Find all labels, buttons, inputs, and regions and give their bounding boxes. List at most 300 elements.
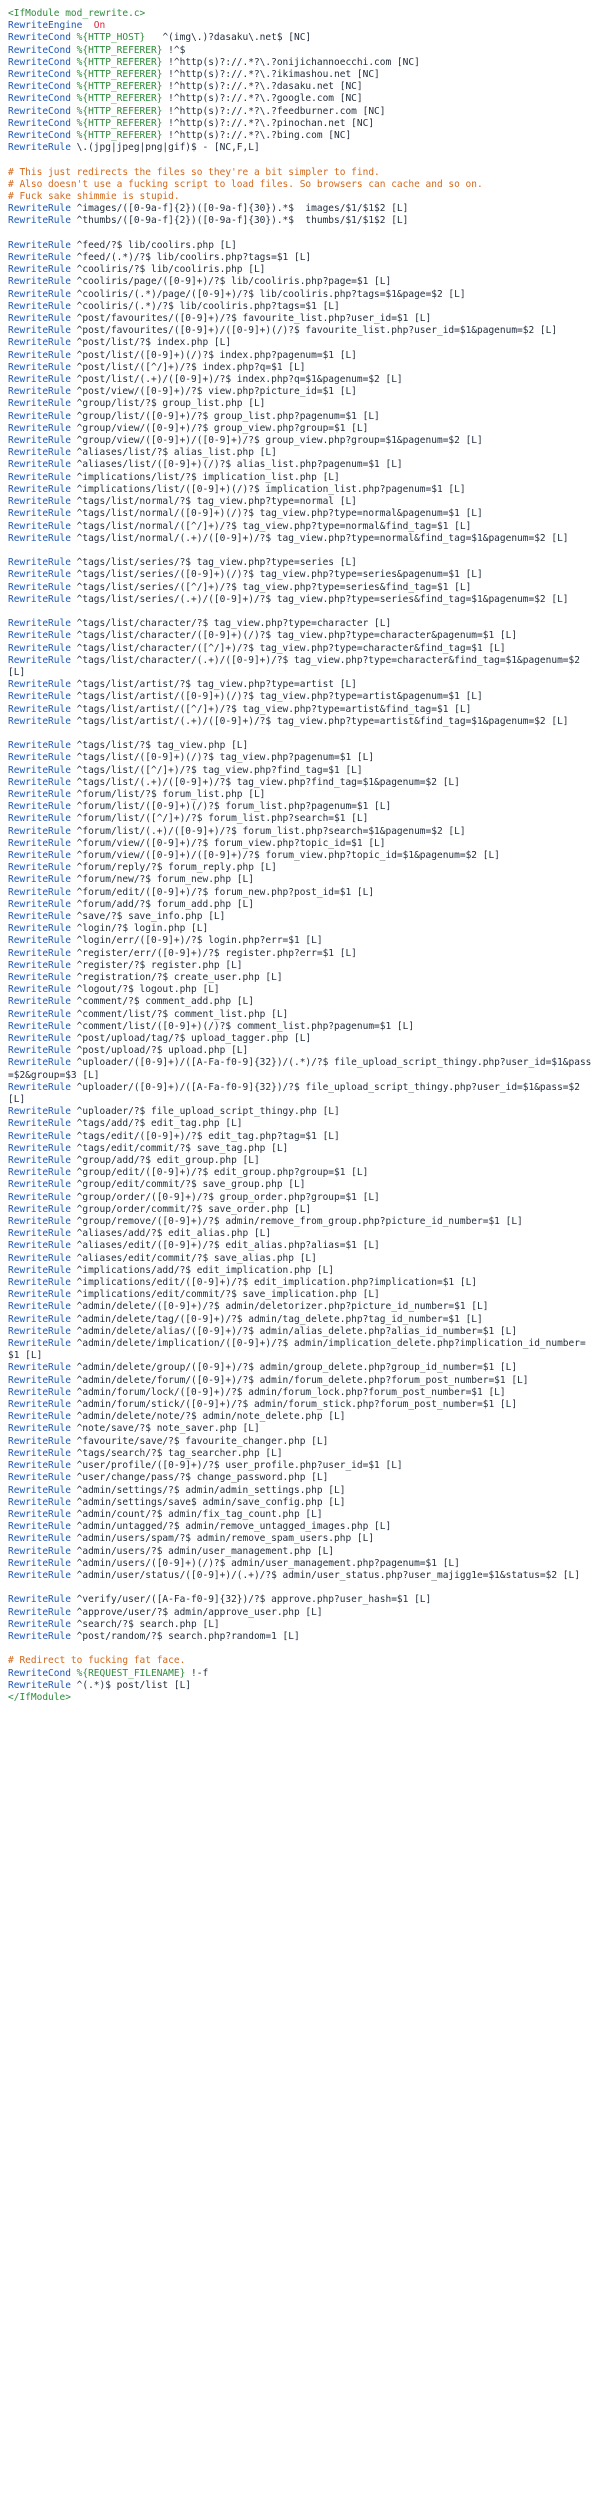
rule-text-token: ^group/order/commit/?$ save_order.php [L] <box>70 1203 312 1215</box>
code-line <box>8 8 594 20</box>
rule-text-token: ^tags/list/character/([^/]+)/?$ tag_view.php?type=character&find_tag=$1 [L] <box>70 642 506 654</box>
variable-token: %{HTTP_REFERER} <box>70 69 163 81</box>
rule-text-token: ^admin/settings/?$ admin/admin_settings.php [L] <box>70 1484 346 1496</box>
rule-text-token: ^admin/delete/note/?$ admin/note_delete.php [L] <box>70 1411 346 1423</box>
code-line <box>8 691 594 703</box>
code-line <box>8 337 594 349</box>
code-line <box>8 704 594 716</box>
directive-token: RewriteRule <box>8 435 71 447</box>
rule-text-token: ^note/save/?$ note_saver.php [L] <box>70 1423 260 1435</box>
code-line <box>8 1253 594 1265</box>
directive-token: RewriteRule <box>8 1545 71 1557</box>
rule-text-token: ^comment/list/([0-9]+)(/)?$ comment_list.php?pagenum=$1 [L] <box>70 1020 415 1032</box>
directive-token: RewriteRule <box>8 1423 71 1435</box>
directive-token: RewriteRule <box>8 1057 71 1069</box>
rule-text-token: !^http(s)?://.*?\.?onijichannoecchi.com [NC] <box>162 56 420 68</box>
variable-token: %{HTTP_REFERER} <box>70 81 163 93</box>
rule-text-token: ^user/change/pass/?$ change_password.php [L] <box>70 1472 329 1484</box>
code-line <box>8 1448 594 1460</box>
code-line <box>8 93 594 105</box>
directive-token: RewriteRule <box>8 788 71 800</box>
code-line <box>8 1192 594 1204</box>
code-line <box>8 1228 594 1240</box>
directive-token: RewriteRule <box>8 764 71 776</box>
directive-token: RewriteRule <box>8 1240 71 1252</box>
rule-text-token: ^aliases/list/([0-9]+)(/)?$ alias_list.php?pagenum=$1 [L] <box>70 459 403 471</box>
rule-text-token: ^tags/edit/([0-9]+)/?$ edit_tag.php?tag=$1 [L] <box>70 1130 340 1142</box>
value-token: On <box>82 20 106 32</box>
rule-text-token: ^post/favourites/([0-9]+)/?$ favourite_list.php?user_id=$1 [L] <box>70 313 432 325</box>
directive-token: RewriteRule <box>8 1569 71 1581</box>
directive-token: RewriteRule <box>8 874 71 886</box>
directive-token: RewriteCond <box>8 56 71 68</box>
variable-token: %{HTTP_HOST} <box>70 32 146 44</box>
rule-text-token: ^post/upload/tag/?$ upload_tagger.php [L] <box>70 1032 312 1044</box>
code-line <box>8 630 594 642</box>
directive-token: RewriteRule <box>8 898 71 910</box>
rule-text-token: ^tags/list/artist/([0-9]+)(/)?$ tag_view.php?type=artist&pagenum=$1 [L] <box>70 691 483 703</box>
rule-text-token: ^post/list/(.+)/([0-9]+)/?$ index.php?q=$1&pagenum=$2 [L] <box>70 374 403 386</box>
rule-text-token: ^login/?$ login.php [L] <box>70 923 209 935</box>
directive-token: RewriteRule <box>8 1130 71 1142</box>
rule-text-token: ^admin/delete/group/([0-9]+)/?$ admin/group_delete.php?group_id_number=$1 [L] <box>70 1362 518 1374</box>
directive-token: RewriteRule <box>8 1679 71 1691</box>
rule-text-token: ^register/err/([0-9]+)/?$ register.php?err=$1 [L] <box>70 947 357 959</box>
directive-token: RewriteRule <box>8 618 71 630</box>
directive-token: RewriteRule <box>8 862 71 874</box>
directive-token: RewriteRule <box>8 1081 71 1093</box>
rule-text-token: ^tags/list/character/(.+)/([0-9]+)/?$ tag_view.php?type=character&find_tag=$1&pagenum=$2 [L] <box>8 654 586 678</box>
rule-text-token: ^admin/delete/forum/([0-9]+)/?$ admin/forum_delete.php?forum_post_number=$1 [L] <box>70 1374 529 1386</box>
rule-text-token: ^tags/list/normal/(.+)/([0-9]+)/?$ tag_view.php?type=normal&find_tag=$1&pagenum=$2 [L] <box>70 532 569 544</box>
directive-token: RewriteRule <box>8 1167 71 1179</box>
blank-line <box>8 154 594 166</box>
rule-text-token: ^cooliris/(.*)/page/([0-9]+)/?$ lib/cooliris.php?tags=$1&page=$2 [L] <box>70 288 466 300</box>
directive-token: RewriteRule <box>8 923 71 935</box>
rule-text-token: ^implications/list/?$ implication_list.php [L] <box>70 471 340 483</box>
code-line <box>8 276 594 288</box>
rule-text-token: ^thumbs/([0-9a-f]{2})([0-9a-f]{30}).*$ thumbs/$1/$1$2 [L] <box>70 215 409 227</box>
code-line <box>8 1680 594 1692</box>
rule-text-token: ^tags/list/normal/([0-9]+)(/)?$ tag_view.php?type=normal&pagenum=$1 [L] <box>70 508 483 520</box>
directive-token: RewriteEngine <box>8 20 83 32</box>
rule-text-token: ^forum/list/([^/]+)/?$ forum_list.php?search=$1 [L] <box>70 813 369 825</box>
rule-text-token: ^forum/add/?$ forum_add.php [L] <box>70 898 254 910</box>
code-line <box>8 1045 594 1057</box>
code-line <box>8 923 594 935</box>
code-line <box>8 1009 594 1021</box>
rule-text-token: ^(img\.)?dasaku\.net$ [NC] <box>145 32 312 44</box>
rule-text-token: ^implications/add/?$ edit_implication.php [L] <box>70 1264 335 1276</box>
rule-text-token: ^verify/user/([A-Fa-f0-9]{32})/?$ approve.php?user_hash=$1 [L] <box>70 1594 432 1606</box>
rule-text-token: ^login/err/([0-9]+)/?$ login.php?err=$1 [L] <box>70 935 323 947</box>
code-line <box>8 1362 594 1374</box>
rule-text-token: ^save/?$ save_info.php [L] <box>70 910 226 922</box>
directive-token: RewriteRule <box>8 508 71 520</box>
directive-token: RewriteRule <box>8 752 71 764</box>
directive-token: RewriteRule <box>8 1179 71 1191</box>
code-line <box>8 789 594 801</box>
code-line <box>8 801 594 813</box>
directive-token: RewriteRule <box>8 679 71 691</box>
directive-token: RewriteRule <box>8 1533 71 1545</box>
code-line <box>8 1216 594 1228</box>
code-line <box>8 1375 594 1387</box>
directive-token: RewriteRule <box>8 1252 71 1264</box>
directive-token: RewriteRule <box>8 1362 71 1374</box>
rule-text-token: ^implications/edit/([0-9]+)/?$ edit_implication.php?implication=$1 [L] <box>70 1277 478 1289</box>
code-line <box>8 1521 594 1533</box>
directive-token: RewriteRule <box>8 1191 71 1203</box>
rule-text-token: ^post/list/([^/]+)/?$ index.php?q=$1 [L] <box>70 361 306 373</box>
rule-text-token: !^http(s)?://.*?\.?pinochan.net [NC] <box>162 117 375 129</box>
rule-text-token: ^registration/?$ create_user.php [L] <box>70 971 283 983</box>
code-line <box>8 1558 594 1570</box>
code-line <box>8 313 594 325</box>
rule-text-token: ^forum/list/([0-9]+)(/)?$ forum_list.php?pagenum=$1 [L] <box>70 801 392 813</box>
rule-text-token: ^tags/list/artist/(.+)/([0-9]+)/?$ tag_view.php?type=artist&find_tag=$1&pagenum=$2 [L] <box>70 715 569 727</box>
rule-text-token: ^tags/list/?$ tag_view.php [L] <box>70 740 249 752</box>
directive-token: RewriteRule <box>8 1594 71 1606</box>
rule-text-token: ^implications/edit/commit/?$ save_implication.php [L] <box>70 1289 380 1301</box>
rule-text-token: ^tags/edit/commit/?$ save_tag.php [L] <box>70 1142 289 1154</box>
code-line <box>8 1301 594 1313</box>
directive-token: RewriteRule <box>8 740 71 752</box>
rule-text-token: ^admin/delete/([0-9]+)/?$ admin/deletorizer.php?picture_id_number=$1 [L] <box>70 1301 489 1313</box>
code-line <box>8 874 594 886</box>
code-line <box>8 459 594 471</box>
code-line <box>8 203 594 215</box>
rule-text-token: ^uploader/([0-9]+)/([A-Fa-f0-9]{32})/?$ file_upload_script_thingy.php?user_id=$1&pass=$2 [L] <box>8 1081 586 1105</box>
rule-text-token: ^group/view/([0-9]+)/([0-9]+)/?$ group_view.php?group=$1&pagenum=$2 [L] <box>70 435 483 447</box>
directive-token: RewriteRule <box>8 886 71 898</box>
rule-text-token: ^feed/(.*)/?$ lib/coolirs.php?tags=$1 [L] <box>70 252 312 264</box>
rule-text-token: ^tags/list/series/([^/]+)/?$ tag_view.php?type=series&find_tag=$1 [L] <box>70 581 472 593</box>
code-line <box>8 569 594 581</box>
code-line <box>8 508 594 520</box>
directive-token: RewriteRule <box>8 264 71 276</box>
rule-text-token: ^post/list/?$ index.php [L] <box>70 337 232 349</box>
directive-token: RewriteRule <box>8 715 71 727</box>
code-line <box>8 679 594 691</box>
code-line <box>8 1546 594 1558</box>
rule-text-token: ^aliases/list/?$ alias_list.php [L] <box>70 447 277 459</box>
rule-text-token: !^http(s)?://.*?\.?dasaku.net [NC] <box>162 81 363 93</box>
code-line <box>8 1436 594 1448</box>
directive-token: RewriteRule <box>8 532 71 544</box>
variable-token: %{HTTP_REFERER} <box>70 105 163 117</box>
rule-text-token: ^forum/reply/?$ forum_reply.php [L] <box>70 862 277 874</box>
rule-text-token: ^forum/list/?$ forum_list.php [L] <box>70 788 266 800</box>
code-line <box>8 1497 594 1509</box>
directive-token: RewriteRule <box>8 703 71 715</box>
rule-text-token: ^search/?$ search.php [L] <box>70 1618 220 1630</box>
code-line <box>8 765 594 777</box>
directive-token: RewriteCond <box>8 130 71 142</box>
code-line <box>8 447 594 459</box>
directive-token: RewriteRule <box>8 1325 71 1337</box>
code-line <box>8 32 594 44</box>
rule-text-token: !^http(s)?://.*?\.?feedburner.com [NC] <box>162 105 386 117</box>
blank-line <box>8 1582 594 1594</box>
rule-text-token: ^images/([0-9a-f]{2})([0-9a-f]{30}).*$ images/$1/$1$2 [L] <box>70 203 409 215</box>
rule-text-token: ^user/profile/([0-9]+)/?$ user_profile.php?user_id=$1 [L] <box>70 1460 403 1472</box>
directive-token: RewriteRule <box>8 1277 71 1289</box>
blank-line <box>8 1643 594 1655</box>
code-line <box>8 386 594 398</box>
rule-text-token: ^aliases/edit/commit/?$ save_alias.php [L] <box>70 1252 317 1264</box>
code-line <box>8 1033 594 1045</box>
rule-text-token: ^post/favourites/([0-9]+)/([0-9]+)(/)?$ favourite_list.php?user_id=$1&pagenum=$2 [L] <box>70 325 558 337</box>
rule-text-token: ^group/list/?$ group_list.php [L] <box>70 398 266 410</box>
directive-token: RewriteCond <box>8 93 71 105</box>
rule-text-token: ^favourite/save/?$ favourite_changer.php [L] <box>70 1435 329 1447</box>
directive-token: RewriteRule <box>8 1606 71 1618</box>
code-line <box>8 1314 594 1326</box>
code-line <box>8 777 594 789</box>
comment-token: # Also doesn't use a fucking script to load files. So browsers can cache and so on. <box>8 178 483 190</box>
code-line <box>8 1570 594 1582</box>
directive-token: RewriteRule <box>8 1484 71 1496</box>
code-line <box>8 1607 594 1619</box>
rule-text-token: ^admin/forum/stick/([0-9]+)/?$ admin/forum_stick.php?forum_post_number=$1 [L] <box>70 1399 518 1411</box>
rule-text-token: ^admin/untagged/?$ admin/remove_untagged_images.php [L] <box>70 1521 392 1533</box>
rule-text-token: ^tags/add/?$ edit_tag.php [L] <box>70 1118 243 1130</box>
code-line <box>8 496 594 508</box>
directive-token: RewriteRule <box>8 410 71 422</box>
directive-token: RewriteCond <box>8 69 71 81</box>
code-line <box>8 984 594 996</box>
code-line <box>8 191 594 203</box>
code-line <box>8 1594 594 1606</box>
directive-token: RewriteRule <box>8 1264 71 1276</box>
directive-token: RewriteRule <box>8 276 71 288</box>
directive-token: RewriteRule <box>8 1301 71 1313</box>
variable-token: %{HTTP_REFERER} <box>70 56 163 68</box>
code-line <box>8 240 594 252</box>
directive-token: RewriteRule <box>8 947 71 959</box>
code-line <box>8 1509 594 1521</box>
directive-token: RewriteRule <box>8 691 71 703</box>
code-line <box>8 862 594 874</box>
code-line <box>8 887 594 899</box>
code-line <box>8 1143 594 1155</box>
rule-text-token: !-f <box>185 1667 209 1679</box>
directive-token: RewriteRule <box>8 252 71 264</box>
rule-text-token: ^register/?$ register.php [L] <box>70 959 243 971</box>
directive-token: RewriteRule <box>8 447 71 459</box>
directive-token: RewriteRule <box>8 459 71 471</box>
directive-token: RewriteCond <box>8 32 71 44</box>
rule-text-token: ^tags/list/character/([0-9]+)(/)?$ tag_view.php?type=character&pagenum=$1 [L] <box>70 630 518 642</box>
rule-text-token: ^aliases/edit/([0-9]+)/?$ edit_alias.php?alias=$1 [L] <box>70 1240 380 1252</box>
code-line <box>8 45 594 57</box>
directive-token: RewriteRule <box>8 801 71 813</box>
code-line <box>8 716 594 728</box>
code-line <box>8 215 594 227</box>
directive-token: RewriteRule <box>8 935 71 947</box>
rule-text-token: ^forum/view/([0-9]+)/?$ forum_view.php?topic_id=$1 [L] <box>70 837 386 849</box>
rule-text-token: ^tags/list/([0-9]+)(/)?$ tag_view.php?pagenum=$1 [L] <box>70 752 375 764</box>
rule-text-token: ^logout/?$ logout.php [L] <box>70 984 220 996</box>
rule-text-token: ^group/view/([0-9]+)/?$ group_view.php?group=$1 [L] <box>70 422 369 434</box>
code-line <box>8 252 594 264</box>
directive-token: RewriteRule <box>8 1118 71 1130</box>
directive-token: RewriteRule <box>8 1447 71 1459</box>
directive-token: RewriteRule <box>8 1411 71 1423</box>
rule-text-token: ^admin/user/status/([0-9]+)/(.+)/?$ admin/user_status.php?user_majigg1e=$1&status=$2 [L] <box>70 1569 580 1581</box>
code-line <box>8 264 594 276</box>
directive-token: RewriteCond <box>8 105 71 117</box>
rule-text-token: ^forum/edit/([0-9]+)/?$ forum_new.php?post_id=$1 [L] <box>70 886 375 898</box>
code-line <box>8 69 594 81</box>
directive-token: RewriteRule <box>8 215 71 227</box>
code-line <box>8 1619 594 1631</box>
code-line <box>8 1423 594 1435</box>
code-line <box>8 1631 594 1643</box>
directive-token: RewriteRule <box>8 1630 71 1642</box>
rule-text-token: ^admin/users/spam/?$ admin/remove_spam_users.php [L] <box>70 1533 375 1545</box>
code-line <box>8 1485 594 1497</box>
code-line <box>8 289 594 301</box>
directive-token: RewriteRule <box>8 1203 71 1215</box>
directive-token: RewriteRule <box>8 325 71 337</box>
code-line <box>8 1326 594 1338</box>
directive-token: RewriteRule <box>8 1557 71 1569</box>
code-line <box>8 106 594 118</box>
directive-token: RewriteCond <box>8 81 71 93</box>
rule-text-token: ^admin/users/([0-9]+)(/)?$ admin/user_management.php?pagenum=$1 [L] <box>70 1557 460 1569</box>
code-line <box>8 1277 594 1289</box>
variable-token: %{REQUEST_FILENAME} <box>70 1667 186 1679</box>
rule-text-token: ^tags/list/character/?$ tag_view.php?type=character [L] <box>70 618 392 630</box>
directive-token: RewriteRule <box>8 959 71 971</box>
rule-text-token: ^tags/list/artist/?$ tag_view.php?type=artist [L] <box>70 679 357 691</box>
code-line <box>8 1167 594 1179</box>
rule-text-token: ^post/upload/?$ upload.php [L] <box>70 1045 249 1057</box>
code-line <box>8 1240 594 1252</box>
directive-token: RewriteRule <box>8 337 71 349</box>
directive-token: RewriteRule <box>8 1032 71 1044</box>
code-line <box>8 533 594 545</box>
code-line <box>8 1021 594 1033</box>
directive-token: RewriteRule <box>8 496 71 508</box>
code-line <box>8 1057 594 1081</box>
directive-token: RewriteRule <box>8 1020 71 1032</box>
directive-token: RewriteRule <box>8 825 71 837</box>
directive-token: RewriteRule <box>8 593 71 605</box>
directive-token: RewriteRule <box>8 520 71 532</box>
code-line <box>8 1155 594 1167</box>
rule-text-token: ^admin/users/?$ admin/user_management.php [L] <box>70 1545 335 1557</box>
code-line <box>8 472 594 484</box>
directive-token: RewriteRule <box>8 313 71 325</box>
rule-text-token: ^admin/forum/lock/([0-9]+)/?$ admin/forum_lock.php?forum_post_number=$1 [L] <box>70 1386 506 1398</box>
directive-token: RewriteRule <box>8 386 71 398</box>
code-line <box>8 142 594 154</box>
rule-text-token: ^comment/list/?$ comment_list.php [L] <box>70 1008 289 1020</box>
directive-token: RewriteRule <box>8 1399 71 1411</box>
directive-token: RewriteRule <box>8 288 71 300</box>
directive-token: RewriteRule <box>8 971 71 983</box>
rule-text-token: ^admin/count/?$ admin/fix_tag_count.php [L] <box>70 1508 323 1520</box>
directive-token: RewriteRule <box>8 1460 71 1472</box>
directive-token: RewriteRule <box>8 1289 71 1301</box>
code-line <box>8 179 594 191</box>
code-line <box>8 130 594 142</box>
rule-text-token: ^group/edit/([0-9]+)/?$ edit_group.php?group=$1 [L] <box>70 1167 369 1179</box>
rule-text-token: ^group/edit/commit/?$ save_group.php [L] <box>70 1179 306 1191</box>
code-line <box>8 435 594 447</box>
code-line <box>8 557 594 569</box>
code-line <box>8 1692 594 1704</box>
code-line <box>8 740 594 752</box>
directive-token: RewriteRule <box>8 374 71 386</box>
directive-token: RewriteRule <box>8 1521 71 1533</box>
module-tag-token: <IfModule mod_rewrite.c> <box>8 8 146 19</box>
rule-text-token: ^admin/settings/save$ admin/save_config.php [L] <box>70 1496 346 1508</box>
code-line <box>8 850 594 862</box>
code-line <box>8 838 594 850</box>
rule-text-token: ^tags/list/artist/([^/]+)/?$ tag_view.php?type=artist&find_tag=$1 [L] <box>70 703 472 715</box>
directive-token: RewriteRule <box>8 398 71 410</box>
code-line <box>8 1460 594 1472</box>
blank-line <box>8 228 594 240</box>
code-line <box>8 594 594 606</box>
code-line <box>8 1179 594 1191</box>
directive-token: RewriteRule <box>8 581 71 593</box>
directive-token: RewriteRule <box>8 1508 71 1520</box>
rule-text-token: ^admin/delete/tag/([0-9]+)/?$ admin/tag_delete.php?tag_id_number=$1 [L] <box>70 1313 483 1325</box>
directive-token: RewriteRule <box>8 642 71 654</box>
rule-text-token: ^admin/delete/implication/([0-9]+)/?$ admin/implication_delete.php?implication_id_number=$1 [L] <box>8 1338 586 1362</box>
code-line <box>8 1118 594 1130</box>
code-line <box>8 374 594 386</box>
directive-token: RewriteRule <box>8 1338 71 1350</box>
code-line <box>8 1106 594 1118</box>
directive-token: RewriteCond <box>8 117 71 129</box>
rule-text-token: \.(jpg|jpeg|png|gif)$ - [NC,F,L] <box>70 142 260 154</box>
code-line <box>8 618 594 630</box>
directive-token: RewriteRule <box>8 837 71 849</box>
code-line <box>8 1338 594 1362</box>
code-line <box>8 1668 594 1680</box>
directive-token: RewriteRule <box>8 569 71 581</box>
rule-text-token: ^group/add/?$ edit_group.php [L] <box>70 1155 260 1167</box>
blank-line <box>8 606 594 618</box>
rule-text-token: ^forum/list/(.+)/([0-9]+)/?$ forum_list.php?search=$1&pagenum=$2 [L] <box>70 825 466 837</box>
directive-token: RewriteRule <box>8 776 71 788</box>
directive-token: RewriteRule <box>8 1496 71 1508</box>
rule-text-token: ^forum/view/([0-9]+)/([0-9]+)/?$ forum_view.php?topic_id=$1&pagenum=$2 [L] <box>70 849 500 861</box>
rule-text-token: ^uploader/([0-9]+)/([A-Fa-f0-9]{32})/(.*)/?$ file_upload_script_thingy.php?user_id=$1&pass=$2&group=$3 [L] <box>8 1057 592 1081</box>
rule-text-token: ^cooliris/page/([0-9]+)/?$ lib/cooliris.php?page=$1 [L] <box>70 276 392 288</box>
code-line <box>8 935 594 947</box>
directive-token: RewriteRule <box>8 849 71 861</box>
code-line <box>8 1533 594 1545</box>
directive-token: RewriteRule <box>8 471 71 483</box>
code-line <box>8 752 594 764</box>
code-line <box>8 582 594 594</box>
code-line <box>8 996 594 1008</box>
rule-text-token: ^(.*)$ post/list [L] <box>70 1679 192 1691</box>
directive-token: RewriteRule <box>8 142 71 154</box>
directive-token: RewriteRule <box>8 654 71 666</box>
code-line <box>8 1265 594 1277</box>
rule-text-token: ^uploader/?$ file_upload_script_thingy.php [L] <box>70 1106 340 1118</box>
variable-token: %{HTTP_REFERER} <box>70 93 163 105</box>
code-line <box>8 20 594 32</box>
